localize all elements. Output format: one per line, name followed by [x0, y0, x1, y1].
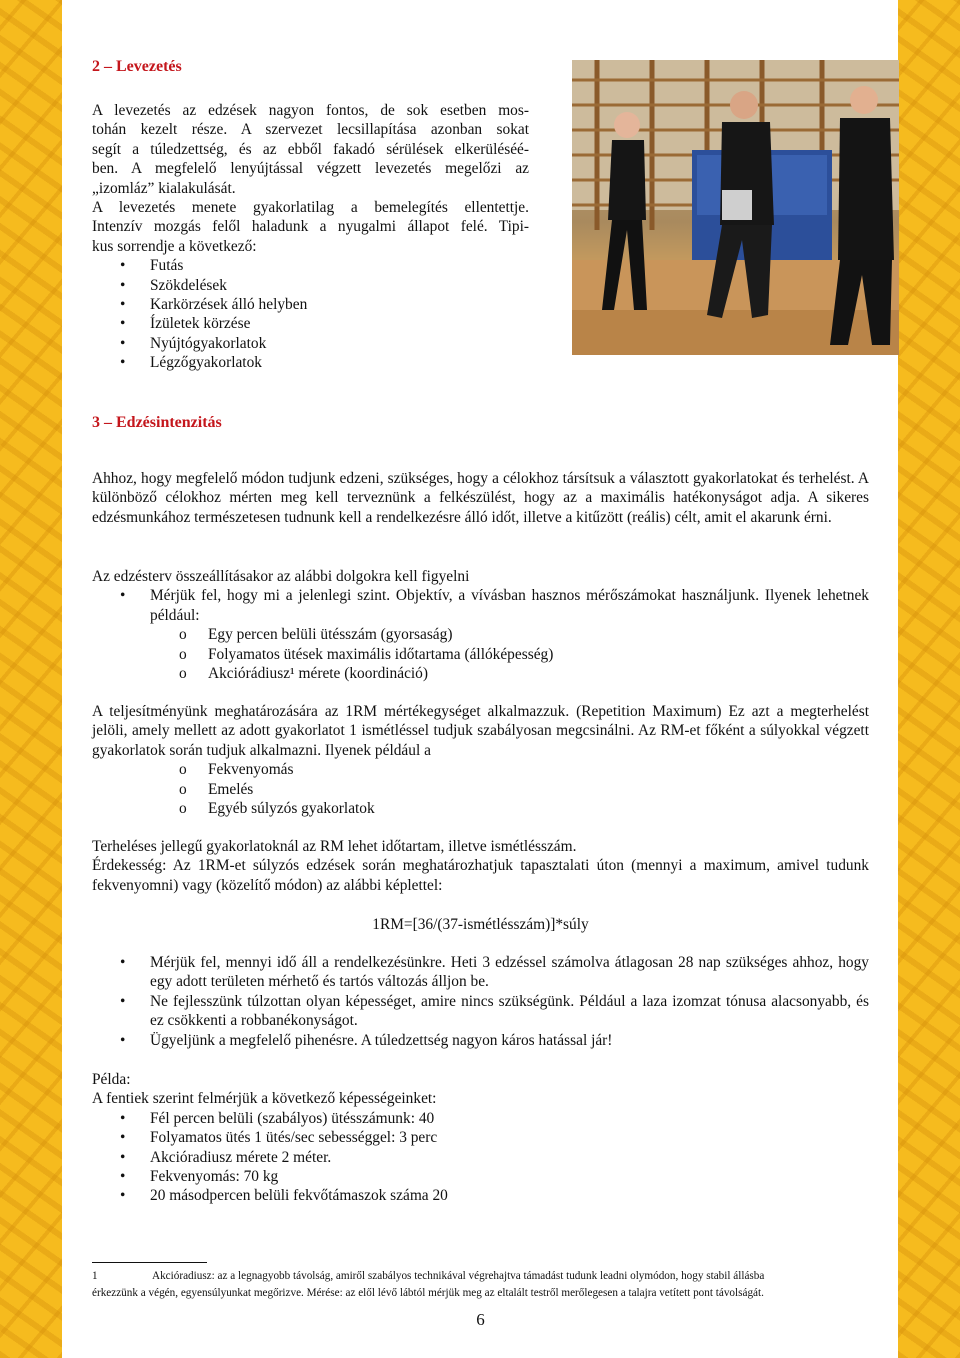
- levezetes-paragraph: [92, 101, 529, 373]
- advice-block: [92, 953, 869, 1050]
- training-plan-list: [92, 586, 869, 625]
- paragraph-text: A fentiek szerint felmérjük a következő képességeinket:: [92, 1090, 437, 1108]
- text-line: segít a túledzettség, és az ebből fakadó sérülések elkerüléséé-: [92, 140, 529, 158]
- footnote: [92, 1268, 869, 1302]
- list-item: • Futás: [92, 256, 529, 275]
- text-line: „izomláz” kialakulását.: [92, 179, 236, 197]
- rm-block: [92, 702, 869, 818]
- paragraph-text: Terheléses jellegű gyakorlatoknál az RM lehet időtartam, illetve ismétlésszám.: [92, 838, 577, 855]
- list-item: • Ügyeljünk a megfelelő pihenésre. A túledzettség nagyon káros hatással jár!: [92, 1031, 869, 1050]
- sublist-item: o Fekvenyomás: [92, 760, 869, 779]
- decorative-border-right: [898, 0, 960, 1358]
- decorative-border-left: [0, 0, 62, 1358]
- advice-list: [92, 953, 869, 1050]
- footnote-divider: [92, 1262, 207, 1263]
- sublist-item: o Emelés: [92, 780, 869, 799]
- sublist-item: o Egy percen belüli ütésszám (gyorsaság): [92, 625, 869, 644]
- footnote-line-1: [92, 1268, 869, 1285]
- text-line: Intenzív mozgás felől haladunk a nyugalmi állapot felé. Tipi-: [92, 218, 529, 236]
- list-item: • Fekvenyomás: 70 kg: [92, 1167, 869, 1186]
- intensity-paragraph-1: [92, 469, 869, 527]
- list-item: • Karkörzések álló helyben: [92, 295, 529, 314]
- list-item: • Ízületek körzése: [92, 314, 529, 333]
- page-number: 6: [476, 1310, 485, 1329]
- paragraph-text: Az edzésterv összeállításakor az alábbi dolgokra kell figyelni: [92, 568, 470, 585]
- example-list: [92, 1109, 869, 1206]
- list-item: • 20 másodpercen belüli fekvőtámaszok száma 20: [92, 1186, 869, 1205]
- training-photo-graphic: [572, 60, 899, 355]
- list-item: • Nyújtógyakorlatok: [92, 334, 529, 353]
- list-item: • Akcióradiusz mérete 2 méter.: [92, 1148, 869, 1167]
- text-line: A levezetés az edzések nagyon fontos, de sok esetben mos-: [92, 102, 529, 119]
- footnote-number: 1: [92, 1270, 98, 1282]
- training-plan-block: [92, 567, 869, 683]
- list-item: • Szökdelések: [92, 276, 529, 295]
- section-heading-edzesintenzitas: 3 – Edzésintenzitás: [92, 414, 222, 431]
- document-page: [62, 0, 898, 1358]
- paragraph-text: Ahhoz, hogy megfelelő módon tudjunk edzeni, szükséges, hogy a célokhoz társítsuk a választott gyakorlatokat és terhelést. A különböző célokhoz mérten meg kell terveznünk a felkészülést, hogy az a maximális hatékonyságot adja. A sikeres edzésmunkához természetesen tudnunk kell a rendelkezésre álló időt, illetve a kitűzött (reális) célt, amit el akarunk érni.: [92, 470, 869, 526]
- measure-sublist: [92, 625, 869, 683]
- training-photo: [572, 60, 899, 355]
- rm-exercise-list: [92, 760, 869, 818]
- text-line: tohán kezelt része. A szervezet lecsillapítása azonban sokat: [92, 121, 529, 139]
- sublist-item: o Akciórádiusz¹ mérete (koordináció): [92, 664, 869, 683]
- text-line: kus sorrendje a következő:: [92, 237, 257, 255]
- sublist-item: o Folyamatos ütések maximális időtartama (állóképesség): [92, 645, 869, 664]
- footnote-line-2: érkezzünk a végén, egyensúlyunkat megőrizve. Mérése: az elől lévő lábtól mérjük meg az eltalált testről merőlegesen a talajra vetített pont távolságát.: [92, 1287, 764, 1299]
- levezetes-list: [92, 256, 529, 372]
- formula: [92, 915, 869, 934]
- text-line: A levezetés menete gyakorlatilag a bemelegítés ellentettje.: [92, 199, 529, 217]
- example-block: [92, 1070, 869, 1206]
- curiosity-block: [92, 837, 869, 895]
- section-heading-levezetes: 2 – Levezetés: [92, 58, 182, 75]
- list-item: • Folyamatos ütés 1 ütés/sec sebességgel: 3 perc: [92, 1128, 869, 1147]
- footnote-text: Akcióradiusz: az a legnagyobb távolság, amiről szabályos technikával végrehajtva támadást tudunk leadni olymódon, hogy stabil állásba: [152, 1270, 765, 1282]
- list-item: • Ne fejlesszünk túlzottan olyan képességet, amire nincs szükségünk. Például a laza izomzat tónusa alacsonyabb, és ez csökkenti a robbanékonyságot.: [92, 992, 869, 1031]
- formula-text: 1RM=[36/(37-ismétlésszám)]*súly: [372, 916, 589, 933]
- list-item: • Légzőgyakorlatok: [92, 353, 529, 372]
- list-item: • Mérjük fel, mennyi idő áll a rendelkezésünkre. Heti 3 edzéssel számolva átlagosan 28 nap szükséges ahhoz, hogy egy adott területen mérhető és tartós változás álljon be.: [92, 953, 869, 992]
- paragraph-text: Érdekesség: Az 1RM-et súlyzós edzések során meghatározhatjuk tapasztalati úton (mennyi a maximum, amivel tudunk fekvenyomni) vagy (közelítő módon) az alábbi képlettel:: [92, 857, 869, 894]
- sublist-item: o Egyéb súlyzós gyakorlatok: [92, 799, 869, 818]
- example-label: Példa:: [92, 1071, 131, 1088]
- list-item: • Mérjük fel, hogy mi a jelenlegi szint. Objektív, a vívásban hasznos mérőszámokat használjunk. Ilyenek lehetnek például:: [92, 586, 869, 625]
- text-line: ben. A megfelelő lenyújtással végzett levezetés megelőzi az: [92, 160, 529, 178]
- paragraph-text: A teljesítményünk meghatározására az 1RM mértékegységet alkalmazzuk. (Repetition Maximum) Ez azt a megterhelést jelöli, amely mellett az adott gyakorlatot 1 ismétléssel tudjuk szabályosan megcsinálni. Az RM-et főként a súlyokkal végzett gyakorlatok során tudjuk alkalmazni. Ilyenek például a: [92, 703, 869, 759]
- list-item: • Fél percen belüli (szabályos) ütésszámunk: 40: [92, 1109, 869, 1128]
